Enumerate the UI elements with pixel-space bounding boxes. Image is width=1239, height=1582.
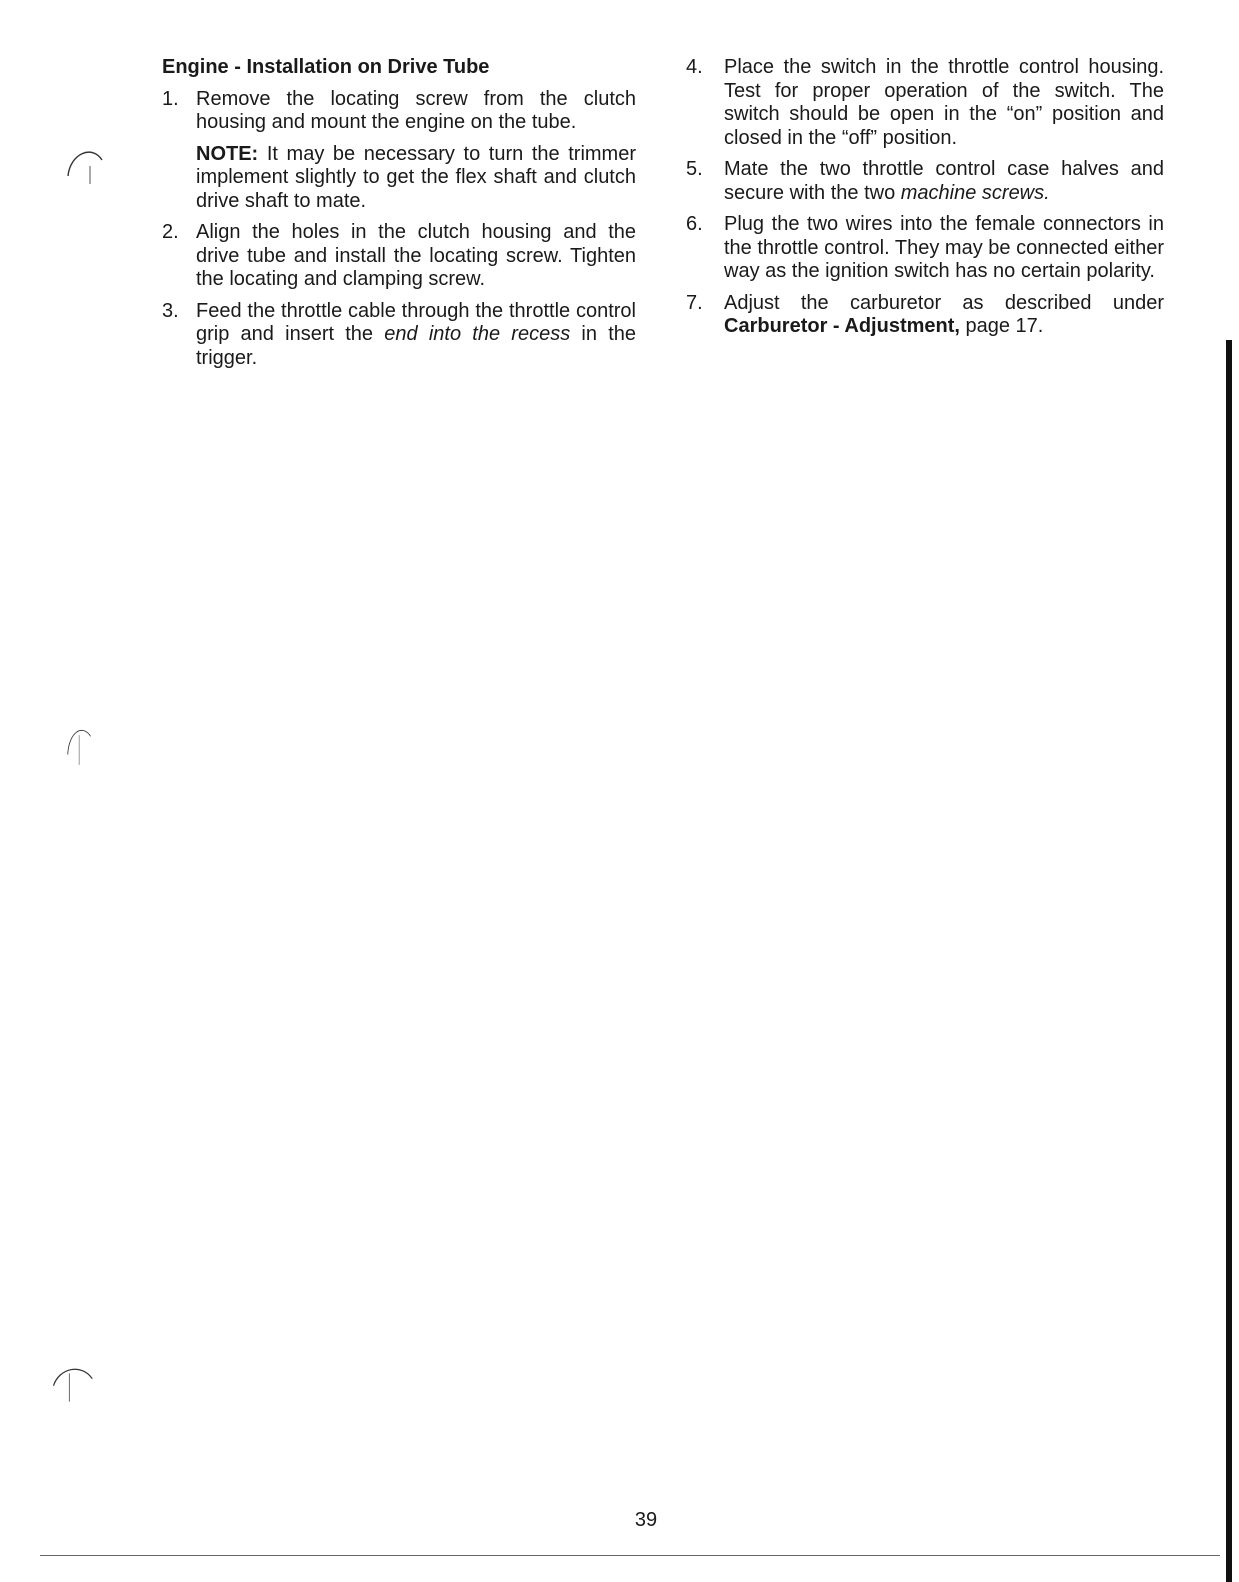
step-text: Plug the two wires into the female connectors in the throttle control. They may be connected either way as the ignition switch has no certain polarity. — [724, 213, 1164, 282]
step-4 — [686, 56, 1164, 150]
page-number: 39 — [634, 1509, 658, 1531]
scan-edge-shadow — [1226, 340, 1232, 1582]
step-number: 5. — [686, 158, 703, 180]
step-text: Mate the two throttle control case halves and secure with the two — [724, 158, 1164, 204]
step-5 — [686, 158, 1164, 205]
step-text: Feed the throttle cable through the throttle control grip and insert the — [196, 299, 636, 345]
step-3 — [162, 300, 636, 371]
installation-steps-left — [162, 88, 636, 371]
step-number: 1. — [162, 87, 179, 110]
cross-reference: Carburetor - Adjustment, — [724, 315, 960, 337]
installation-steps-right — [686, 56, 1164, 339]
binding-hole-mark-middle — [56, 726, 100, 766]
step-text-italic: end into the recess — [384, 323, 571, 345]
step-number: 3. — [162, 299, 179, 322]
section-heading: Engine - Installation on Drive Tube — [162, 56, 490, 78]
step-text-italic: machine screws. — [900, 181, 1050, 204]
scan-bottom-line — [40, 1555, 1220, 1556]
step-2 — [162, 221, 636, 292]
binding-hole-mark-bottom — [50, 1364, 94, 1404]
step-6 — [686, 213, 1164, 284]
step-1 — [162, 88, 636, 214]
step-text: Adjust the carburetor as described under — [724, 291, 1164, 314]
step-7 — [686, 292, 1164, 339]
step-number: 2. — [162, 221, 179, 243]
left-column — [162, 56, 636, 378]
step-text: Remove the locating screw from the clutch housing and mount the engine on the tube. — [196, 87, 636, 133]
step-text: Align the holes in the clutch housing and the drive tube and install the locating screw. Tighten the locating and clamping screw. — [196, 221, 636, 290]
note — [196, 143, 636, 214]
step-text-end: page 17. — [959, 315, 1044, 337]
step-number: 4. — [686, 56, 703, 78]
step-number: 6. — [686, 213, 703, 235]
right-column — [686, 56, 1164, 347]
step-text: Place the switch in the throttle control housing. Test for proper operation of the switch. The switch should be open in the “on” position and closed in the “off” position. — [724, 56, 1164, 149]
step-number: 7. — [686, 291, 703, 314]
step-text-end: in the trigger. — [196, 323, 637, 369]
binding-hole-mark-top — [62, 146, 106, 186]
note-text: It may be necessary to turn the trimmer implement slightly to get the flex shaft and clutch drive shaft to mate. — [196, 142, 637, 212]
note-label: NOTE: — [196, 142, 259, 165]
